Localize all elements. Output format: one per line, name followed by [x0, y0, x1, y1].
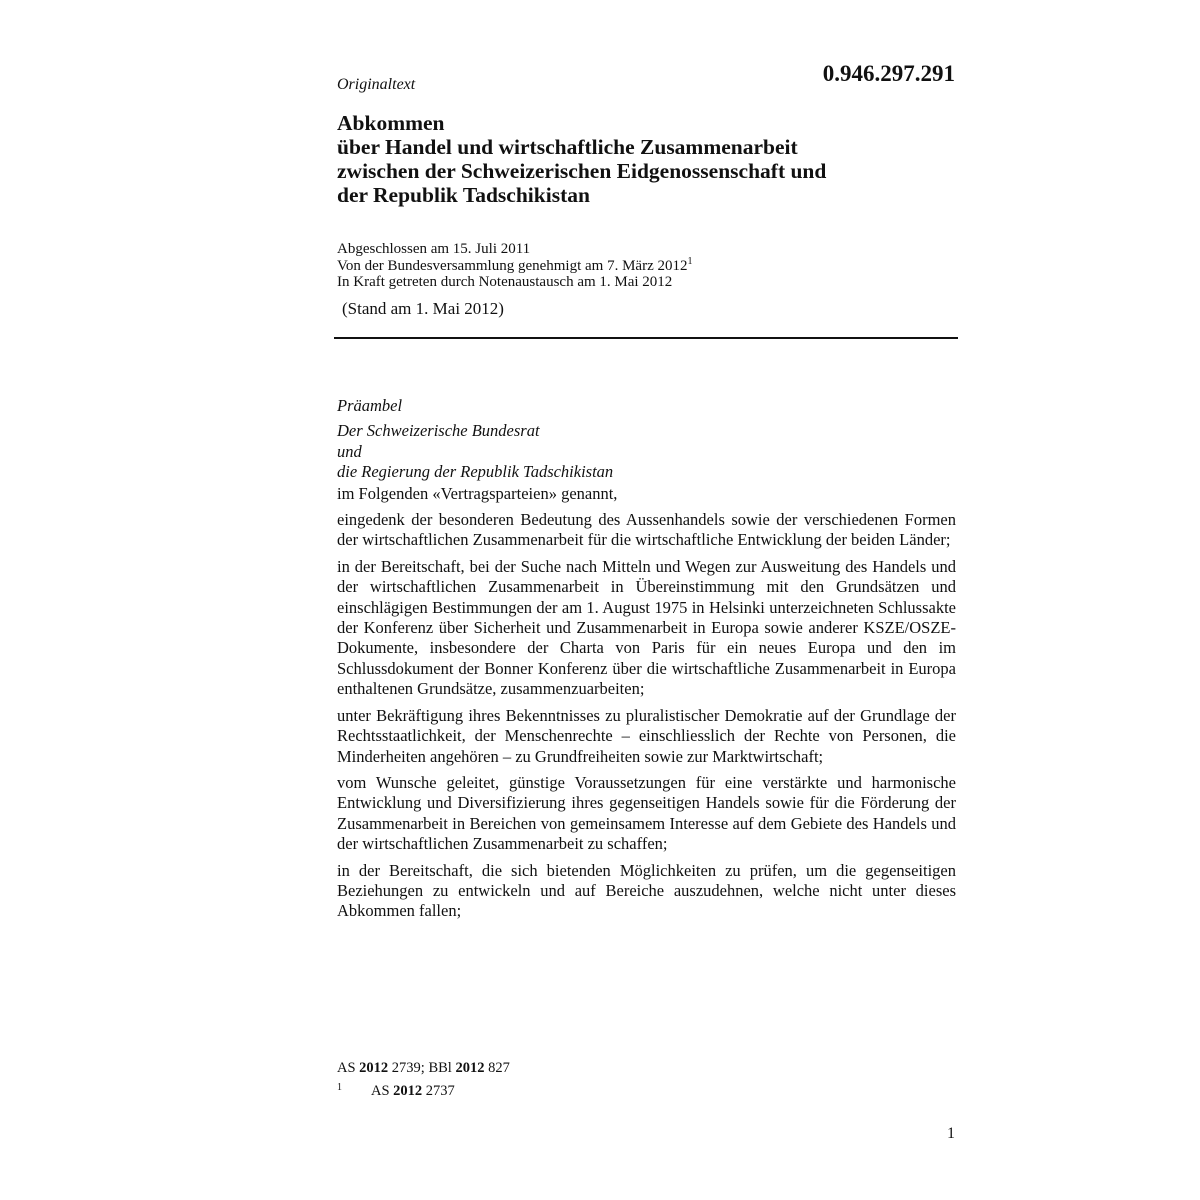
- title-line: zwischen der Schweizerischen Eidgenossenschaft und: [337, 159, 827, 183]
- header-divider: [334, 337, 958, 339]
- document-title: [337, 111, 957, 207]
- title-line: über Handel und wirtschaftliche Zusammenarbeit: [337, 135, 798, 159]
- preamble-paragraph: eingedenk der besonderen Bedeutung des Aussenhandels sowie der verschiedenen Formen der wirtschaftlichen Zusammenarbeit für die wirtschaftliche Entwicklung der beiden Länder;: [337, 510, 956, 550]
- concluded-date: Abgeschlossen am 15. Juli 2011: [337, 241, 531, 257]
- intro-line: im Folgenden «Vertragsparteien» genannt,: [337, 483, 618, 503]
- party-2: die Regierung der Republik Tadschikistan: [337, 462, 614, 482]
- page-number: 1: [947, 1125, 955, 1142]
- in-force-date: In Kraft getreten durch Notenaustausch am 1. Mai 2012: [337, 274, 673, 290]
- originaltext-label: Originaltext: [337, 76, 416, 93]
- party-1: Der Schweizerische Bundesrat: [337, 421, 540, 441]
- preamble-section: [337, 396, 956, 928]
- footnote-1: [337, 1078, 957, 1101]
- footnote-suffix: 2737: [422, 1083, 455, 1099]
- stand-date: (Stand am 1. Mai 2012): [342, 299, 504, 318]
- source-year: 2012: [359, 1060, 389, 1076]
- preamble-paragraph: in der Bereitschaft, bei der Suche nach Mitteln und Wegen zur Ausweitung des Handels und der wirtschaftlichen Zusammenarbeit in Übereinstimmung mit den Grundsätzen und einschlägigen Bestimmungen der am 1. August 1975 in Helsinki unterzeichneten Schlussakte der Konferenz über Sicherheit und Zusammenarbeit in Europa sowie anderer KSZE/OSZE-Dokumente, insbesondere der Charta von Paris für ein neues Europa und den im Schlussdokument der Bonner Konferenz über die wirtschaftliche Zusammenarbeit in Europa enthaltenen Grundsätze, zusammenzuarbeiten;: [337, 556, 956, 699]
- title-line: Abkommen: [337, 111, 445, 135]
- source-suffix: 827: [484, 1060, 510, 1076]
- source-reference: [337, 1058, 957, 1078]
- approval-text: Von der Bundesversammlung genehmigt am 7. März 2012: [337, 257, 688, 274]
- preamble-paragraph: unter Bekräftigung ihres Bekenntnisses zu pluralistischer Demokratie auf der Grundlage der Rechtsstaatlichkeit, der Menschenrechte – einschliesslich der Rechte von Personen, die Minderheiten angehören – zu Grundfreiheiten sowie zur Marktwirtschaft;: [337, 705, 956, 766]
- title-line: der Republik Tadschikistan: [337, 183, 590, 207]
- footnotes: [337, 1058, 957, 1101]
- source-mid: 2739; BBl: [388, 1060, 456, 1076]
- footnote-ref: 1: [687, 255, 693, 267]
- approval-line: [337, 255, 957, 275]
- preamble-paragraph: in der Bereitschaft, die sich bietenden Möglichkeiten zu prüfen, um die gegenseitigen Beziehungen zu entwickeln und auf Bereiche auszudehnen, welche nicht unter dieses Abkommen fallen;: [337, 860, 956, 921]
- footnote-mark: 1: [337, 1082, 342, 1093]
- footnote-year: 2012: [393, 1083, 423, 1099]
- document-number: 0.946.297.291: [822, 61, 955, 86]
- footnote-prefix: AS: [371, 1083, 394, 1099]
- preamble-title: Präambel: [337, 396, 403, 415]
- metadata-block: [337, 241, 957, 291]
- source-prefix: AS: [337, 1060, 360, 1076]
- conjunction: und: [337, 441, 362, 461]
- source-year: 2012: [455, 1060, 485, 1076]
- preamble-paragraph: vom Wunsche geleitet, günstige Voraussetzungen für eine verstärkte und harmonische Entwicklung und Diversifizierung ihres gegenseitigen Handels sowie für die Förderung der Zusammenarbeit in Bereichen von gemeinsamem Interesse auf dem Gebiete des Handels und der wirtschaftlichen Zusammenarbeit zu schaffen;: [337, 772, 956, 854]
